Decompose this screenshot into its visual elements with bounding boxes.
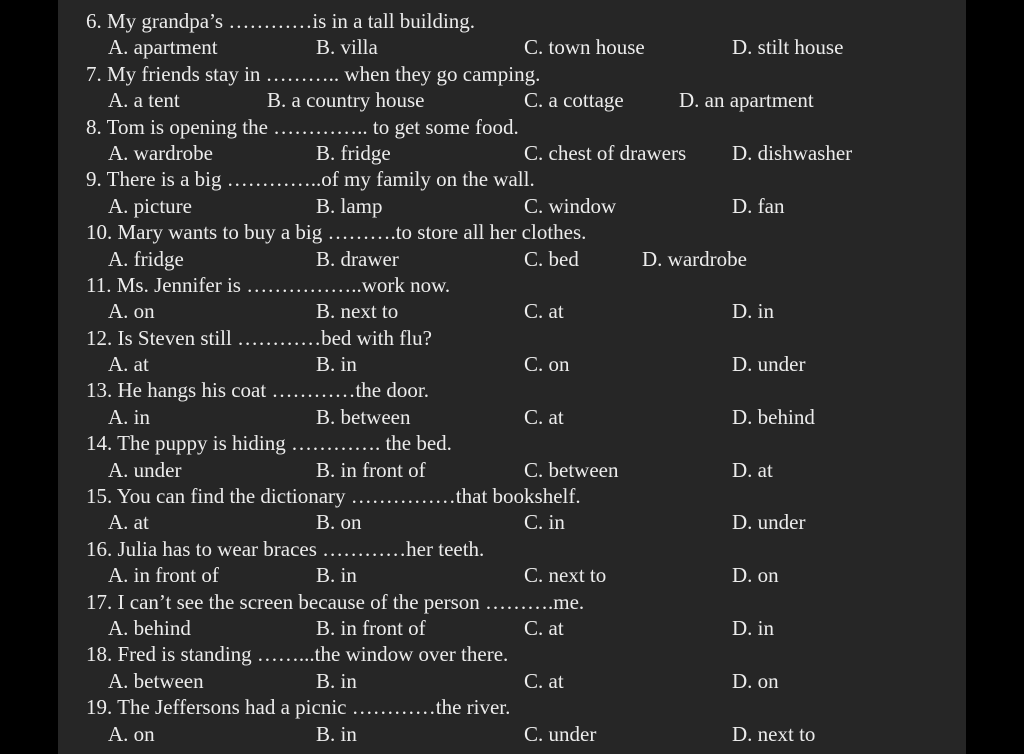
option-a: A. at: [108, 510, 149, 535]
document-page: [58, 0, 966, 754]
question-stem: 9. There is a big …………..of my family on the wall.: [86, 167, 535, 192]
option-d: D. under: [732, 352, 806, 377]
question-stem: 15. You can find the dictionary ……………that bookshelf.: [86, 484, 581, 509]
option-c: C. under: [524, 721, 597, 746]
question-list: [86, 8, 946, 747]
option-c: C. at: [524, 404, 564, 429]
question-14: [86, 430, 946, 483]
question-stem: 11. Ms. Jennifer is ……………..work now.: [86, 272, 451, 297]
option-a: A. picture: [108, 193, 192, 218]
option-b: B. fridge: [316, 140, 391, 165]
answer-options: [86, 87, 946, 113]
option-b: B. in: [316, 721, 357, 746]
question-10: [86, 219, 946, 272]
answer-options: [86, 457, 946, 483]
option-c: C. next to: [524, 563, 607, 588]
option-b: B. drawer: [316, 246, 399, 271]
option-c: C. a cottage: [524, 88, 624, 113]
option-c: C. window: [524, 193, 617, 218]
answer-options: [86, 562, 946, 588]
question-stem: 17. I can’t see the screen because of the person ……….me.: [86, 589, 585, 614]
question-stem: 7. My friends stay in ……….. when they go camping.: [86, 61, 541, 86]
question-stem: 6. My grandpa’s …………is in a tall building.: [86, 9, 476, 33]
question-18: [86, 641, 946, 694]
option-d: D. on: [732, 668, 779, 693]
option-b: B. next to: [316, 299, 399, 324]
question-13: [86, 377, 946, 430]
option-a: A. a tent: [108, 88, 180, 113]
option-a: A. apartment: [108, 35, 218, 60]
option-b: B. in front of: [316, 457, 426, 482]
answer-options: [86, 404, 946, 430]
question-stem: 18. Fred is standing ……...the window over there.: [86, 642, 509, 667]
question-stem: 12. Is Steven still …………bed with flu?: [86, 325, 432, 350]
option-d: D. an apartment: [679, 88, 814, 113]
question-9: [86, 166, 946, 219]
option-b: B. villa: [316, 35, 378, 60]
question-12: [86, 325, 946, 378]
option-d: D. dishwasher: [732, 140, 853, 165]
option-b: B. in front of: [316, 615, 426, 640]
answer-options: [86, 298, 946, 324]
question-15: [86, 483, 946, 536]
option-a: A. behind: [108, 615, 191, 640]
option-d: D. at: [732, 457, 773, 482]
option-b: B. between: [316, 404, 411, 429]
question-11: [86, 272, 946, 325]
question-stem: 8. Tom is opening the ………….. to get some food.: [86, 114, 519, 139]
option-a: A. wardrobe: [108, 140, 213, 165]
option-b: B. in: [316, 352, 357, 377]
option-d: D. behind: [732, 404, 815, 429]
option-d: D. in: [732, 615, 774, 640]
question-16: [86, 536, 946, 589]
option-b: B. in: [316, 668, 357, 693]
option-d: D. fan: [732, 193, 785, 218]
option-d: D. on: [732, 563, 779, 588]
answer-options: [86, 246, 946, 272]
option-a: A. in front of: [108, 563, 219, 588]
answer-options: [86, 351, 946, 377]
option-a: A. at: [108, 352, 149, 377]
option-c: C. at: [524, 615, 564, 640]
option-c: C. chest of drawers: [524, 140, 687, 165]
answer-options: [86, 721, 946, 747]
option-d: D. stilt house: [732, 35, 844, 60]
answer-options: [86, 34, 946, 60]
option-a: A. in: [108, 404, 150, 429]
option-d: D. under: [732, 510, 806, 535]
option-c: C. bed: [524, 246, 579, 271]
option-c: C. in: [524, 510, 565, 535]
option-c: C. at: [524, 668, 564, 693]
question-stem: 13. He hangs his coat …………the door.: [86, 378, 429, 403]
option-a: A. under: [108, 457, 182, 482]
option-b: B. on: [316, 510, 362, 535]
answer-options: [86, 193, 946, 219]
option-d: D. next to: [732, 721, 816, 746]
question-19: [86, 694, 946, 747]
option-a: A. on: [108, 721, 155, 746]
question-7: [86, 61, 946, 114]
option-c: C. at: [524, 299, 564, 324]
option-d: D. in: [732, 299, 774, 324]
option-b: B. lamp: [316, 193, 383, 218]
question-stem: 14. The puppy is hiding …………. the bed.: [86, 431, 452, 456]
option-c: C. on: [524, 352, 570, 377]
option-a: A. fridge: [108, 246, 184, 271]
option-c: C. between: [524, 457, 619, 482]
answer-options: [86, 668, 946, 694]
answer-options: [86, 509, 946, 535]
question-stem: 10. Mary wants to buy a big ……….to store all her clothes.: [86, 220, 587, 245]
option-a: A. between: [108, 668, 204, 693]
question-6: [86, 8, 946, 61]
answer-options: [86, 615, 946, 641]
option-b: B. a country house: [267, 88, 425, 113]
option-a: A. on: [108, 299, 155, 324]
answer-options: [86, 140, 946, 166]
option-b: B. in: [316, 563, 357, 588]
option-d: D. wardrobe: [642, 246, 747, 271]
option-c: C. town house: [524, 35, 645, 60]
question-stem: 16. Julia has to wear braces …………her teeth.: [86, 536, 485, 561]
question-8: [86, 114, 946, 167]
question-17: [86, 589, 946, 642]
question-stem: 19. The Jeffersons had a picnic …………the river.: [86, 695, 511, 720]
